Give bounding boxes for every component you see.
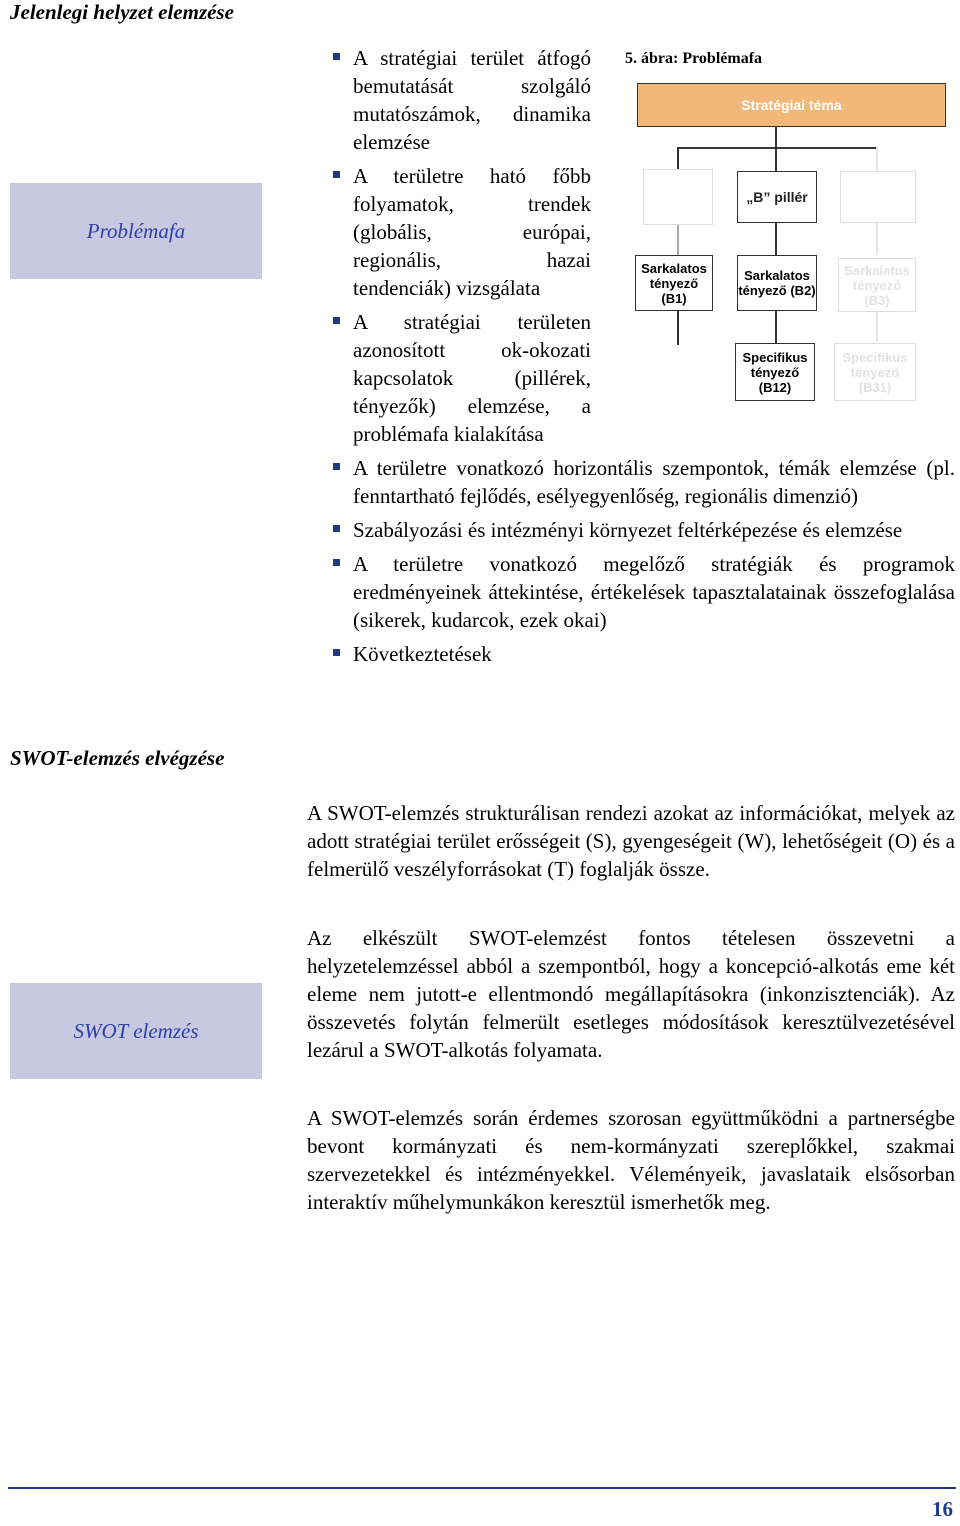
factor-box-faded — [838, 258, 916, 312]
connector-line — [775, 311, 777, 343]
pillar-box-left — [643, 169, 713, 225]
bullet-square-icon — [333, 53, 340, 60]
connector-line — [876, 223, 878, 255]
connector-line — [775, 147, 777, 171]
connector-line — [775, 223, 777, 255]
list-item — [325, 640, 955, 668]
connector-line — [677, 311, 679, 345]
pillar-b-label: „B” pillér — [746, 188, 808, 205]
connector-line — [677, 147, 679, 169]
list-item-text: A területre vonatkozó megelőző stratégiák és programok eredményeinek áttekintése, értékelések tapasztalatainak összefoglalása (sikerek, kudarcok, ezek okai) — [353, 552, 955, 632]
bullet-square-icon — [333, 463, 340, 470]
swot-paragraph-2: Az elkészült SWOT-elemzést fontos tételesen összevetni a helyzetelemzéssel abból a szempontból, hogy a koncepció-alkotás eme két eleme nem jutott-e ellentmondó megállapításokra (inkonzisztenciák). Az összevetés folytán felmerült esetleges módosítások keresztülvezetésével lezárul a SWOT-alkotás folyamata. — [307, 926, 955, 1062]
pillar-box-right — [840, 171, 916, 223]
sidebar-label-text: Problémafa — [86, 218, 186, 243]
pillar-box-b — [737, 171, 817, 223]
factor-b2-label: Sarkalatos tényező (B2) — [738, 268, 816, 298]
bullet-square-icon — [333, 559, 340, 566]
sidebar-label-swot — [10, 983, 262, 1079]
bullet-square-icon — [333, 171, 340, 178]
section-title-situation: Jelenlegi helyzet elemzése — [10, 0, 234, 24]
sidebar-label-text: SWOT elemzés — [73, 1018, 199, 1043]
specific-factor-box-b12 — [735, 343, 815, 401]
list-item-text: A stratégiai terület átfogó bemutatását szolgáló mutatószámok, dinamika elemzése — [353, 46, 591, 154]
swot-paragraph-1: A SWOT-elemzés strukturálisan rendezi azokat az információkat, melyek az adott stratégiai terület erősségeit (S), gyengeségeit (W), lehetőségeit (O) és a felmerülő veszélyforrásokat (T) foglalják össze. — [307, 801, 955, 881]
list-item — [325, 162, 591, 302]
list-item — [325, 454, 955, 510]
list-item — [325, 44, 591, 156]
specific-factor-box-faded — [834, 343, 916, 401]
connector-line — [677, 147, 877, 149]
factor-box-b2 — [737, 255, 817, 311]
specific-factor-faded-label: Specifikus tényező (B31) — [842, 349, 908, 395]
bullet-list-full — [325, 454, 955, 674]
list-item-text: Szabályozási és intézményi környezet feltérképezése és elemzése — [353, 518, 903, 542]
bullet-square-icon — [333, 317, 340, 324]
connector-line — [677, 225, 679, 255]
factor-b1-label: Sarkalatos tényező (B1) — [641, 260, 707, 306]
specific-factor-b12-label: Specifikus tényező (B12) — [742, 349, 808, 395]
bullet-square-icon — [333, 525, 340, 532]
factor-faded-label: Sarkalatos tényező (B3) — [844, 262, 910, 308]
list-item-text: A területre vonatkozó horizontális szempontok, témák elemzése (pl. fenntartható fejlődés, esélyegyenlőség, regionális dimenzió) — [353, 456, 955, 508]
sidebar-label-problemafa — [10, 183, 262, 279]
list-item — [325, 308, 591, 448]
list-item — [325, 516, 955, 544]
list-item-text: A területre ható főbb folyamatok, trendek (globális, európai, regionális, hazai tendenciák) vizsgálata — [353, 164, 591, 300]
factor-box-b1 — [635, 255, 713, 311]
figure-caption: 5. ábra: Problémafa — [625, 50, 763, 67]
connector-line — [876, 312, 878, 342]
list-item — [325, 550, 955, 634]
strategic-topic-box — [637, 83, 946, 127]
page-number: 16 — [932, 1497, 953, 1521]
bullet-square-icon — [333, 649, 340, 656]
swot-paragraph-3: A SWOT-elemzés során érdemes szorosan együttműködni a partnerségbe bevont kormányzati és nem-kormányzati szereplőkkel, szakmai szervezetekkel és intézményekkel. Véleményeik, javaslataik elsősorban interaktív műhelymunkákon keresztül ismerhetők meg. — [307, 1106, 955, 1214]
section-title-swot: SWOT-elemzés elvégzése — [10, 746, 225, 770]
connector-line — [775, 127, 777, 148]
strategic-topic-label: Stratégiai téma — [741, 96, 842, 113]
bullet-list-top — [325, 44, 591, 454]
connector-line — [876, 147, 878, 171]
footer-rule — [8, 1487, 956, 1489]
list-item-text: A stratégiai területen azonosított ok-okozati kapcsolatok (pillérek, tényezők) elemzése, a problémafa kialakítása — [353, 310, 591, 446]
list-item-text: Következtetések — [353, 642, 492, 666]
